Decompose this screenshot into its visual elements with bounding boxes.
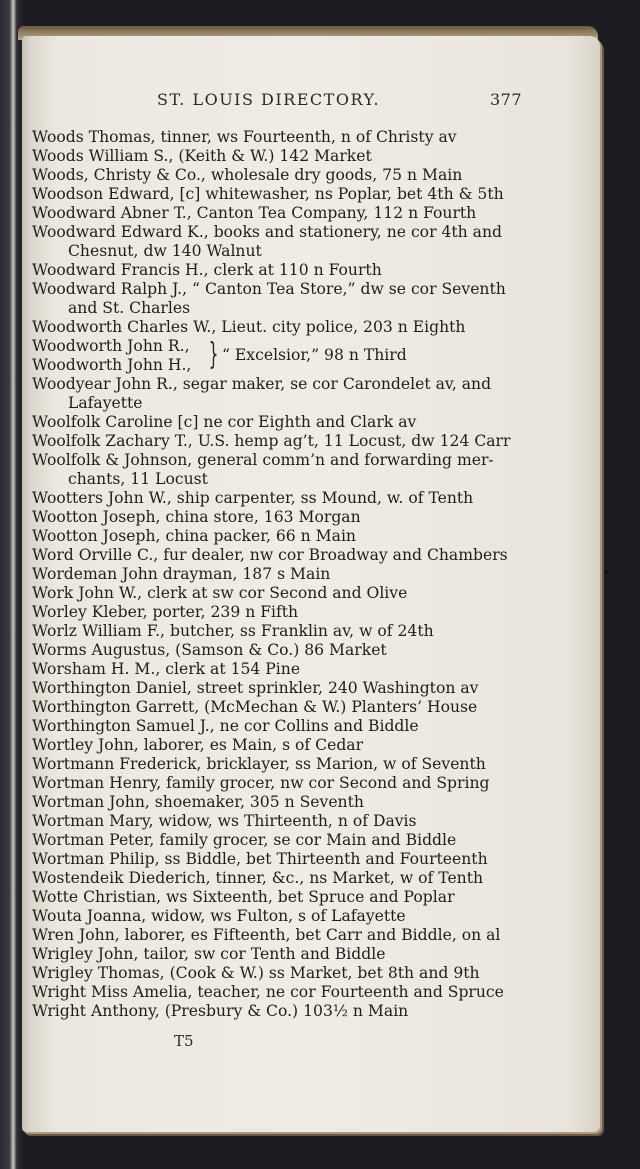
list-item: Wotte Christian, ws Sixteenth, bet Spruce and Poplar bbox=[32, 888, 455, 906]
list-item: Woolfolk Zachary T., U.S. hemp ag’t, 11 Locust, dw 124 Carr bbox=[32, 432, 511, 450]
list-item: Wortman Philip, ss Biddle, bet Thirteenth and Fourteenth bbox=[32, 850, 488, 868]
list-item: Wrigley John, tailor, sw cor Tenth and Biddle bbox=[32, 945, 386, 963]
list-item-continuation: chants, 11 Locust bbox=[68, 470, 208, 488]
list-item: Wostendeik Diederich, tinner, &c., ns Market, w of Tenth bbox=[32, 869, 484, 887]
bracket-shared-address: “ Excelsior,” 98 n Third bbox=[222, 346, 407, 364]
list-item: Worsham H. M., clerk at 154 Pine bbox=[32, 660, 301, 678]
list-item: Work John W., clerk at sw cor Second and Olive bbox=[32, 584, 408, 602]
list-item: Wootton Joseph, china packer, 66 n Main bbox=[32, 527, 356, 545]
list-item: Wortman Henry, family grocer, nw cor Second and Spring bbox=[32, 774, 490, 792]
list-item: Wootton Joseph, china store, 163 Morgan bbox=[32, 508, 361, 526]
directory-page bbox=[22, 36, 600, 1132]
list-item: Woodyear John R., segar maker, se cor Carondelet av, and bbox=[32, 375, 492, 393]
running-head-title: ST. LOUIS DIRECTORY. bbox=[157, 90, 381, 109]
list-item: Woodward Abner T., Canton Tea Company, 112 n Fourth bbox=[32, 204, 477, 222]
list-item: Woolfolk & Johnson, general comm’n and forwarding mer- bbox=[32, 451, 494, 469]
bracket-name-2: Woodworth John H., bbox=[32, 356, 192, 374]
list-item: Wrigley Thomas, (Cook & W.) ss Market, bet 8th and 9th bbox=[32, 964, 480, 982]
list-item: Worthington Garrett, (McMechan & W.) Planters’ House bbox=[32, 698, 478, 716]
list-item: Woodward Ralph J., “ Canton Tea Store,” dw se cor Seventh bbox=[32, 280, 506, 298]
list-item: Worms Augustus, (Samson & Co.) 86 Market bbox=[32, 641, 387, 659]
list-item: Woodson Edward, [c] whitewasher, ns Poplar, bet 4th & 5th bbox=[32, 185, 504, 203]
list-item: Word Orville C., fur dealer, nw cor Broadway and Chambers bbox=[32, 546, 508, 564]
list-item: Woods, Christy & Co., wholesale dry goods, 75 n Main bbox=[32, 166, 463, 184]
list-item: Wortman Mary, widow, ws Thirteenth, n of Davis bbox=[32, 812, 417, 830]
list-item: Wright Anthony, (Presbury & Co.) 103½ n Main bbox=[32, 1002, 409, 1020]
book-binding-edge bbox=[0, 0, 24, 1169]
list-item: Wortman John, shoemaker, 305 n Seventh bbox=[32, 793, 364, 811]
list-item: Wortman Peter, family grocer, se cor Main and Biddle bbox=[32, 831, 457, 849]
list-item: Woodward Edward K., books and stationery, ne cor 4th and bbox=[32, 223, 502, 241]
running-header bbox=[22, 90, 600, 112]
list-item: Woodward Francis H., clerk at 110 n Fourth bbox=[32, 261, 382, 279]
list-item: Worley Kleber, porter, 239 n Fifth bbox=[32, 603, 299, 621]
list-item: Wouta Joanna, widow, ws Fulton, s of Lafayette bbox=[32, 907, 406, 925]
list-item-continuation: Chesnut, dw 140 Walnut bbox=[68, 242, 262, 260]
curly-brace: } bbox=[208, 337, 219, 372]
bracketed-entry-group bbox=[32, 337, 582, 375]
list-item-continuation: Lafayette bbox=[68, 394, 143, 412]
directory-entries bbox=[32, 128, 582, 1021]
list-item-continuation: and St. Charles bbox=[68, 299, 191, 317]
bracket-name-1: Woodworth John R., bbox=[32, 337, 190, 355]
list-item: Wordeman John drayman, 187 s Main bbox=[32, 565, 331, 583]
list-item: Worthington Daniel, street sprinkler, 240 Washington av bbox=[32, 679, 479, 697]
list-item: Woodworth Charles W., Lieut. city police, 203 n Eighth bbox=[32, 318, 466, 336]
list-item: Worthington Samuel J., ne cor Collins and Biddle bbox=[32, 717, 419, 735]
list-item: Wootters John W., ship carpenter, ss Mound, w. of Tenth bbox=[32, 489, 474, 507]
list-item: Wren John, laborer, es Fifteenth, bet Carr and Biddle, on al bbox=[32, 926, 501, 944]
list-item: Worlz William F., butcher, ss Franklin av, w of 24th bbox=[32, 622, 434, 640]
page-number: 377 bbox=[490, 90, 523, 109]
list-item: Wortmann Frederick, bricklayer, ss Marion, w of Seventh bbox=[32, 755, 486, 773]
list-item: Wortley John, laborer, es Main, s of Cedar bbox=[32, 736, 364, 754]
ink-speck bbox=[605, 570, 609, 574]
page-gutter-shadow bbox=[22, 36, 30, 1132]
list-item: Woods William S., (Keith & W.) 142 Market bbox=[32, 147, 372, 165]
list-item: Woolfolk Caroline [c] ne cor Eighth and Clark av bbox=[32, 413, 417, 431]
list-item: Wright Miss Amelia, teacher, ne cor Fourteenth and Spruce bbox=[32, 983, 504, 1001]
signature-mark: T5 bbox=[174, 1032, 194, 1050]
list-item: Woods Thomas, tinner, ws Fourteenth, n of Christy av bbox=[32, 128, 457, 146]
